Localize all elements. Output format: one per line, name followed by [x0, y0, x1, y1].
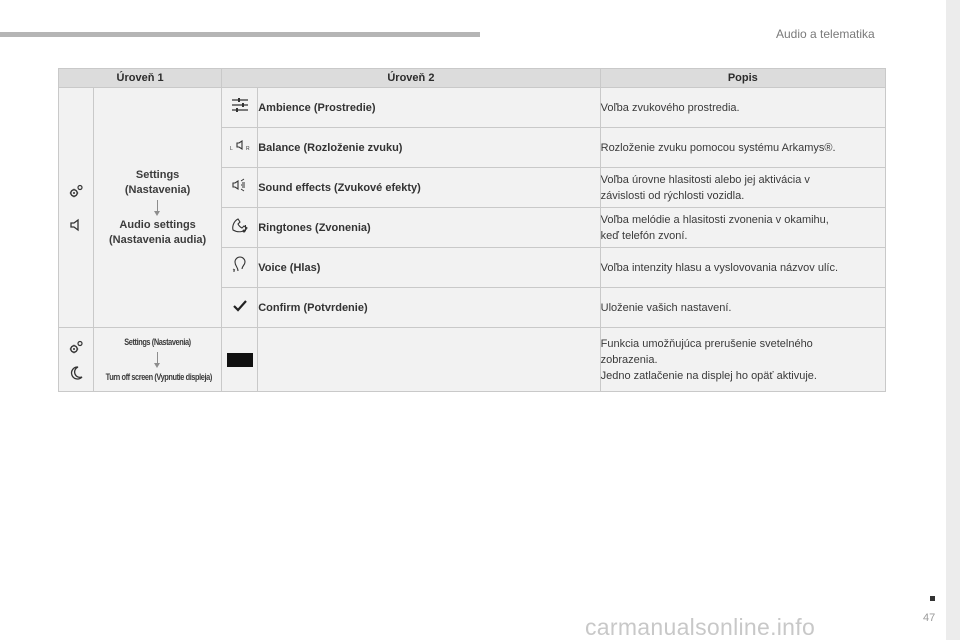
checkmark-icon — [233, 300, 247, 312]
row-icon-cell — [222, 328, 258, 392]
settings-table — [58, 68, 886, 392]
down-arrow-icon — [157, 200, 158, 212]
table-row — [59, 88, 886, 128]
desc-line: Voľba úrovne hlasitosti alebo jej aktivácia v — [600, 173, 810, 186]
level2-name: Ringtones (Zvonenia) — [258, 208, 600, 248]
level2-name: Balance (Rozloženie zvuku) — [258, 128, 600, 168]
level1-icons-cell — [59, 328, 94, 392]
row-desc — [600, 288, 885, 328]
level1-title-cell — [94, 88, 222, 328]
row-desc — [600, 128, 885, 168]
level1-title: Settings — [135, 168, 180, 181]
equalizer-icon — [230, 97, 250, 113]
page-number: 47 — [923, 612, 936, 624]
row-icon-cell — [222, 128, 258, 168]
balance-lr-icon — [229, 137, 251, 153]
level2-name: Ambience (Prostredie) — [258, 88, 600, 128]
desc-line: Uloženie vašich nastavení. — [600, 301, 732, 314]
section-title: Audio a telematika — [776, 27, 875, 41]
page-edge-strip — [946, 0, 960, 640]
moon-icon — [68, 365, 84, 381]
desc-line: Voľba zvukového prostredia. — [600, 101, 740, 114]
row-icon-cell — [222, 88, 258, 128]
desc-line: Voľba melódie a hlasitosti zvonenia v okamihu, — [600, 213, 829, 226]
level1-title-sk: (Nastavenia) — [124, 183, 191, 196]
settings-gear-icon — [68, 183, 84, 199]
sound-effects-icon — [230, 177, 250, 193]
desc-line: Rozloženie zvuku pomocou systému Arkamys®. — [600, 141, 836, 154]
svg-text:L: L — [229, 146, 233, 152]
level1-sub: Audio settings — [119, 218, 196, 231]
level2-name: Sound effects (Zvukové efekty) — [258, 168, 600, 208]
page-mark — [930, 596, 935, 601]
down-arrow-icon — [157, 352, 158, 364]
level1-icons-cell — [59, 88, 94, 328]
row-icon-cell — [222, 248, 258, 288]
row-icon-cell — [222, 288, 258, 328]
row-desc — [600, 168, 885, 208]
svg-text:R: R — [245, 146, 250, 152]
desc-line: závislosti od rýchlosti vozidla. — [600, 189, 745, 202]
desc-line: Jedno zatlačenie na displej ho opäť aktivuje. — [600, 369, 817, 382]
row-desc — [600, 328, 885, 392]
header-bar — [0, 32, 480, 37]
row-icon-cell — [222, 208, 258, 248]
row-desc — [600, 248, 885, 288]
level1-title: Settings (Nastavenia) — [124, 336, 191, 347]
desc-line: keď telefón zvoní. — [600, 229, 688, 242]
table-header-row — [59, 69, 886, 88]
level2-name: Confirm (Potvrdenie) — [258, 288, 600, 328]
row-desc — [600, 88, 885, 128]
desc-line: Funkcia umožňujúca prerušenie svetelného — [600, 337, 813, 350]
speaker-icon — [68, 217, 84, 233]
settings-gear-icon — [68, 339, 84, 355]
table-row — [59, 328, 886, 392]
watermark: carmanualsonline.info — [585, 614, 816, 640]
row-icon-cell — [222, 168, 258, 208]
desc-line: Voľba intenzity hlasu a vyslovovania názvov ulíc. — [600, 261, 839, 274]
level2-name-empty — [258, 328, 600, 392]
level1-title-cell — [94, 328, 222, 392]
header-level1: Úroveň 1 — [59, 69, 222, 88]
header-desc: Popis — [600, 69, 885, 88]
desc-line: zobrazenia. — [600, 353, 658, 366]
voice-icon — [231, 256, 249, 274]
level2-name: Voice (Hlas) — [258, 248, 600, 288]
level1-sub-sk: (Nastavenia audia) — [109, 233, 207, 246]
header-level2: Úroveň 2 — [222, 69, 600, 88]
row-desc — [600, 208, 885, 248]
level1-sub: Turn off screen (Vypnutie displeja) — [105, 371, 212, 382]
ringtone-icon — [230, 216, 250, 234]
black-screen-icon — [227, 353, 253, 367]
